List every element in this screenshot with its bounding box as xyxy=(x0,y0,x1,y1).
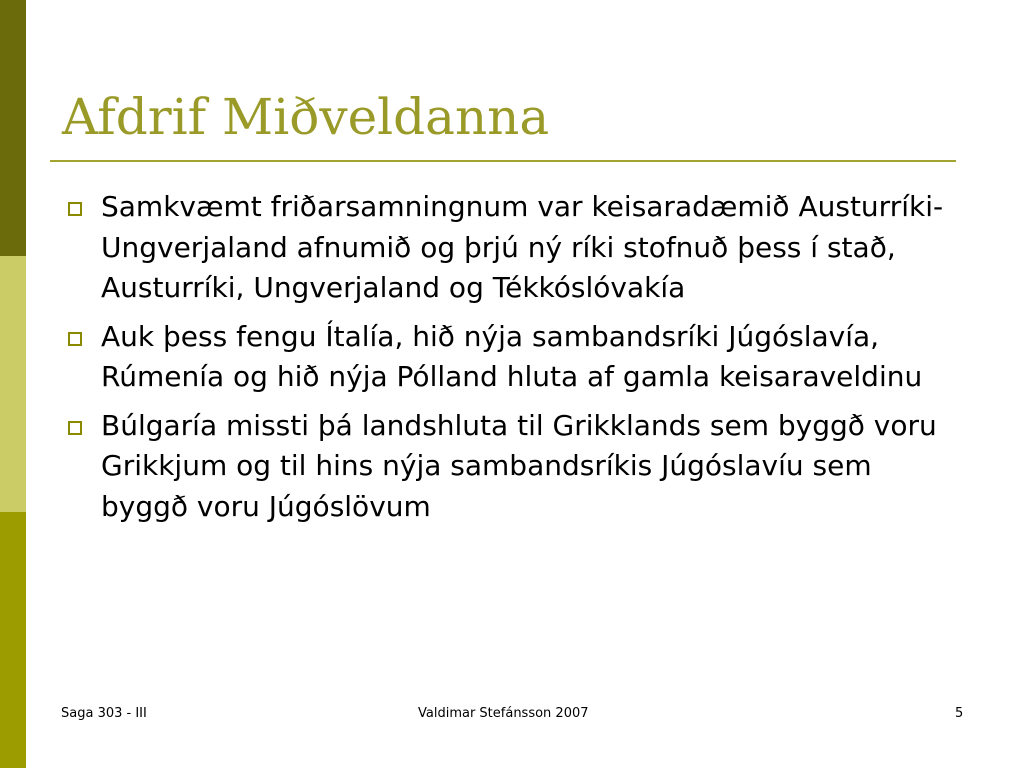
side-band-bottom xyxy=(0,512,26,768)
bullet-item xyxy=(64,317,964,398)
side-band-middle xyxy=(0,256,26,512)
hollow-square-bullet-icon xyxy=(68,421,82,435)
bullet-item xyxy=(64,187,964,309)
footer-course: Saga 303 - III xyxy=(61,706,147,721)
title-underline-rule xyxy=(50,160,956,162)
footer-author: Valdimar Stefánsson 2007 xyxy=(418,706,589,721)
footer-page-number: 5 xyxy=(955,706,964,721)
slide-title: Afdrif Miðveldanna xyxy=(62,88,550,146)
hollow-square-bullet-icon xyxy=(68,332,82,346)
bullet-item xyxy=(64,406,964,528)
bullet-list xyxy=(64,187,964,535)
bullet-text: Samkvæmt friðarsamningnum var keisaradæmið Austurríki-Ungverjaland afnumið og þrjú ný ríki stofnuð þess í stað, Austurríki, Ungverjaland og Tékkóslóvakía xyxy=(101,190,944,304)
hollow-square-bullet-icon xyxy=(68,202,82,216)
side-band-top xyxy=(0,0,26,256)
bullet-text: Auk þess fengu Ítalía, hið nýja sambandsríki Júgóslavía, Rúmenía og hið nýja Pólland hluta af gamla keisaraveldinu xyxy=(101,319,923,393)
bullet-text: Búlgaría missti þá landshluta til Grikklands sem byggð voru Grikkjum og til hins nýja sambandsríkis Júgóslavíu sem byggð voru Júgóslövum xyxy=(101,408,937,523)
